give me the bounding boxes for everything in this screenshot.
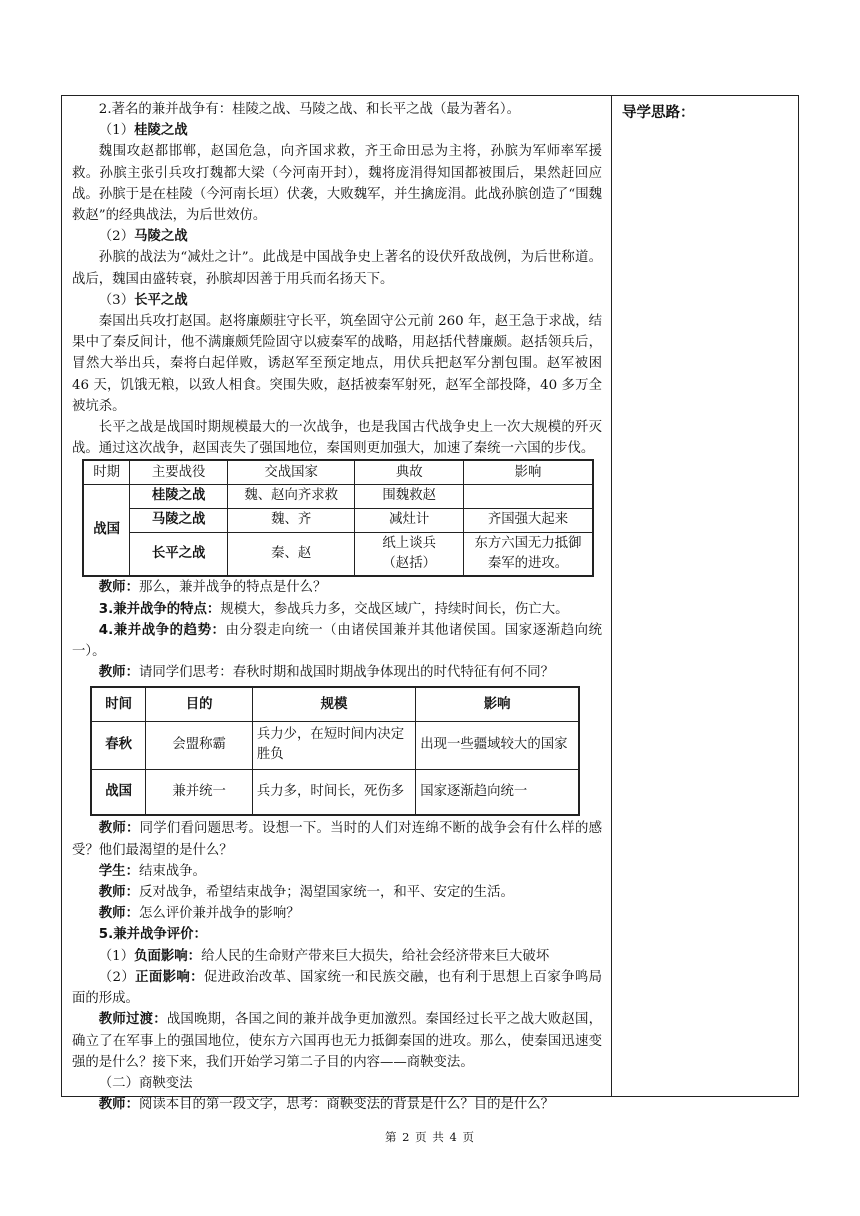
section-guiling-heading: （1）桂陵之战 xyxy=(98,123,188,139)
scale-cell: 兵力少，在短时间内决定胜负 xyxy=(252,721,415,769)
header-time: 时间 xyxy=(91,687,146,721)
impact-cell xyxy=(464,484,594,508)
table-row xyxy=(83,532,593,576)
header-goal: 目的 xyxy=(146,687,253,721)
student-answer: 学生：结束战争。 xyxy=(98,863,206,879)
story-cell: 围魏救赵 xyxy=(355,484,464,508)
evaluation-heading: 5.兼并战争评价： xyxy=(98,927,207,943)
maling-text: 孙膑的战法为“减灶之计”。此战是中国战争史上著名的设伏歼敌战例，为后世称道。战后，魏国由盛转衰，孙膑却因善于用兵而名扬天下。 xyxy=(72,250,602,287)
guiling-text: 魏围攻赵都邯郸，赵国危急，向齐国求救，齐王命田忌为主将，孙膑为军师率军援救。孙膑主张引兵攻打魏都大梁（今河南开封），魏将庞涓得知国都被围后，果然赶回应战。孙膑于是在桂陵（今河南长垣）伏袭，大败魏军，并生擒庞涓。此战孙膑创造了“围魏救赵”的经典战法，为后世效仿。 xyxy=(72,144,602,224)
table-row xyxy=(91,769,579,815)
battle-cell: 桂陵之战 xyxy=(130,484,228,508)
table-row xyxy=(91,721,579,769)
header-period: 时期 xyxy=(83,460,130,484)
time-cell: 战国 xyxy=(91,769,146,815)
teacher-question-1: 教师：那么，兼并战争的特点是什么？ xyxy=(98,580,327,596)
header-states: 交战国家 xyxy=(227,460,354,484)
table-row xyxy=(83,508,593,532)
war-features: 3.兼并战争的特点：规模大，参战兵力多，交战区域广，持续时间长，伤亡大。 xyxy=(98,601,569,617)
positive-impact: （2）正面影响：促进政治改革、国家统一和民族交融，也有利于思想上百家争鸣局面的形成。 xyxy=(72,969,603,1007)
lesson-main-column xyxy=(72,99,602,1115)
changping-summary: 长平之战是战国时期规模最大的一次战争，也是我国古代战争史上一次大规模的歼灭战。通过这次战争，赵国丧失了强国地位，秦国则更加强大，加速了秦统一六国的步伐。 xyxy=(72,420,602,457)
story-cell: 纸上谈兵 （赵括） xyxy=(355,532,464,576)
goal-cell: 兼并统一 xyxy=(146,769,253,815)
teacher-question-5: 教师：阅读本目的第一段文字，思考：商鞅变法的背景是什么？目的是什么？ xyxy=(98,1097,555,1113)
era-table-header xyxy=(91,687,579,721)
goal-cell: 会盟称霸 xyxy=(146,721,253,769)
scale-cell: 兵力多，时间长，死伤多 xyxy=(252,769,415,815)
impact-cell: 出现一些疆域较大的国家 xyxy=(416,721,579,769)
time-cell: 春秋 xyxy=(91,721,146,769)
teacher-transition: 教师过渡：战国晚期，各国之间的兼并战争更加激烈。秦国经过长平之战大败赵国，确立了在军事上的强国地位，使东方六国再也无力抵御秦国的进攻。那么，使秦国迅速变强的是什么？接下来，我们开始学习第二子目的内容——商鞅变法。 xyxy=(72,1012,602,1070)
table-row xyxy=(83,484,593,508)
section-shangyang-heading: （二）商鞅变法 xyxy=(98,1075,193,1091)
page-number: 第 2 页 共 4 页 xyxy=(385,1130,475,1144)
story-cell: 减灶计 xyxy=(355,508,464,532)
battle-cell: 马陵之战 xyxy=(130,508,228,532)
states-cell: 秦、赵 xyxy=(227,532,354,576)
changping-text: 秦国出兵攻打赵国。赵将廉颇驻守长平，筑垒固守公元前 260 年，赵王急于求战，结果中了秦反间计，他不满廉颇凭险固守以疲秦军的战略，用赵括代替廉颇。赵括领兵后，冒然大举出兵，秦将白起佯败，诱赵军至预定地点，用伏兵把赵军分割包围。赵军被困 46 天，饥饿无粮，以致人相食。突围失败，赵括被秦军射死，赵军全部投降，40 多万全被坑杀。 xyxy=(72,314,602,414)
column-divider xyxy=(611,95,612,1097)
teacher-question-4: 教师：怎么评价兼并战争的影响？ xyxy=(98,906,300,922)
header-impact: 影响 xyxy=(464,460,594,484)
impact-cell: 国家逐渐趋向统一 xyxy=(416,769,579,815)
battles-table xyxy=(82,459,594,577)
header-battle: 主要战役 xyxy=(130,460,228,484)
impact-cell: 齐国强大起来 xyxy=(464,508,594,532)
teacher-question-2: 教师：请同学们思考：春秋时期和战国时期战争体现出的时代特征有何不同？ xyxy=(98,665,555,681)
header-story: 典故 xyxy=(355,460,464,484)
guide-column-title: 导学思路： xyxy=(622,105,695,121)
era-comparison-table xyxy=(90,686,580,816)
states-cell: 魏、齐 xyxy=(227,508,354,532)
battles-table-header xyxy=(83,460,593,484)
period-cell: 战国 xyxy=(83,484,130,576)
negative-impact: （1）负面影响：给人民的生命财产带来巨大损失，给社会经济带来巨大破坏 xyxy=(98,948,550,964)
battle-cell: 长平之战 xyxy=(130,532,228,576)
states-cell: 魏、赵向齐求救 xyxy=(227,484,354,508)
famous-wars-intro: 2.著名的兼并战争有：桂陵之战、马陵之战、和长平之战（最为著名）。 xyxy=(98,102,520,117)
teacher-question-3: 教师：同学们看问题思考。设想一下。当时的人们对连绵不断的战争会有什么样的感受？他们最渴望的是什么？ xyxy=(72,821,603,858)
section-maling-heading: （2）马陵之战 xyxy=(98,229,188,245)
war-trend: 4.兼并战争的趋势：由分裂走向统一（由诸侯国兼并其他诸侯国。国家逐渐趋向统一）。 xyxy=(72,622,603,660)
impact-cell: 东方六国无力抵御 秦军的进攻。 xyxy=(464,532,594,576)
teacher-answer: 教师：反对战争，希望结束战争；渴望国家统一，和平、安定的生活。 xyxy=(98,885,514,901)
section-changping-heading: （3）长平之战 xyxy=(98,292,188,308)
header-scale: 规模 xyxy=(252,687,415,721)
header-era-impact: 影响 xyxy=(416,687,579,721)
